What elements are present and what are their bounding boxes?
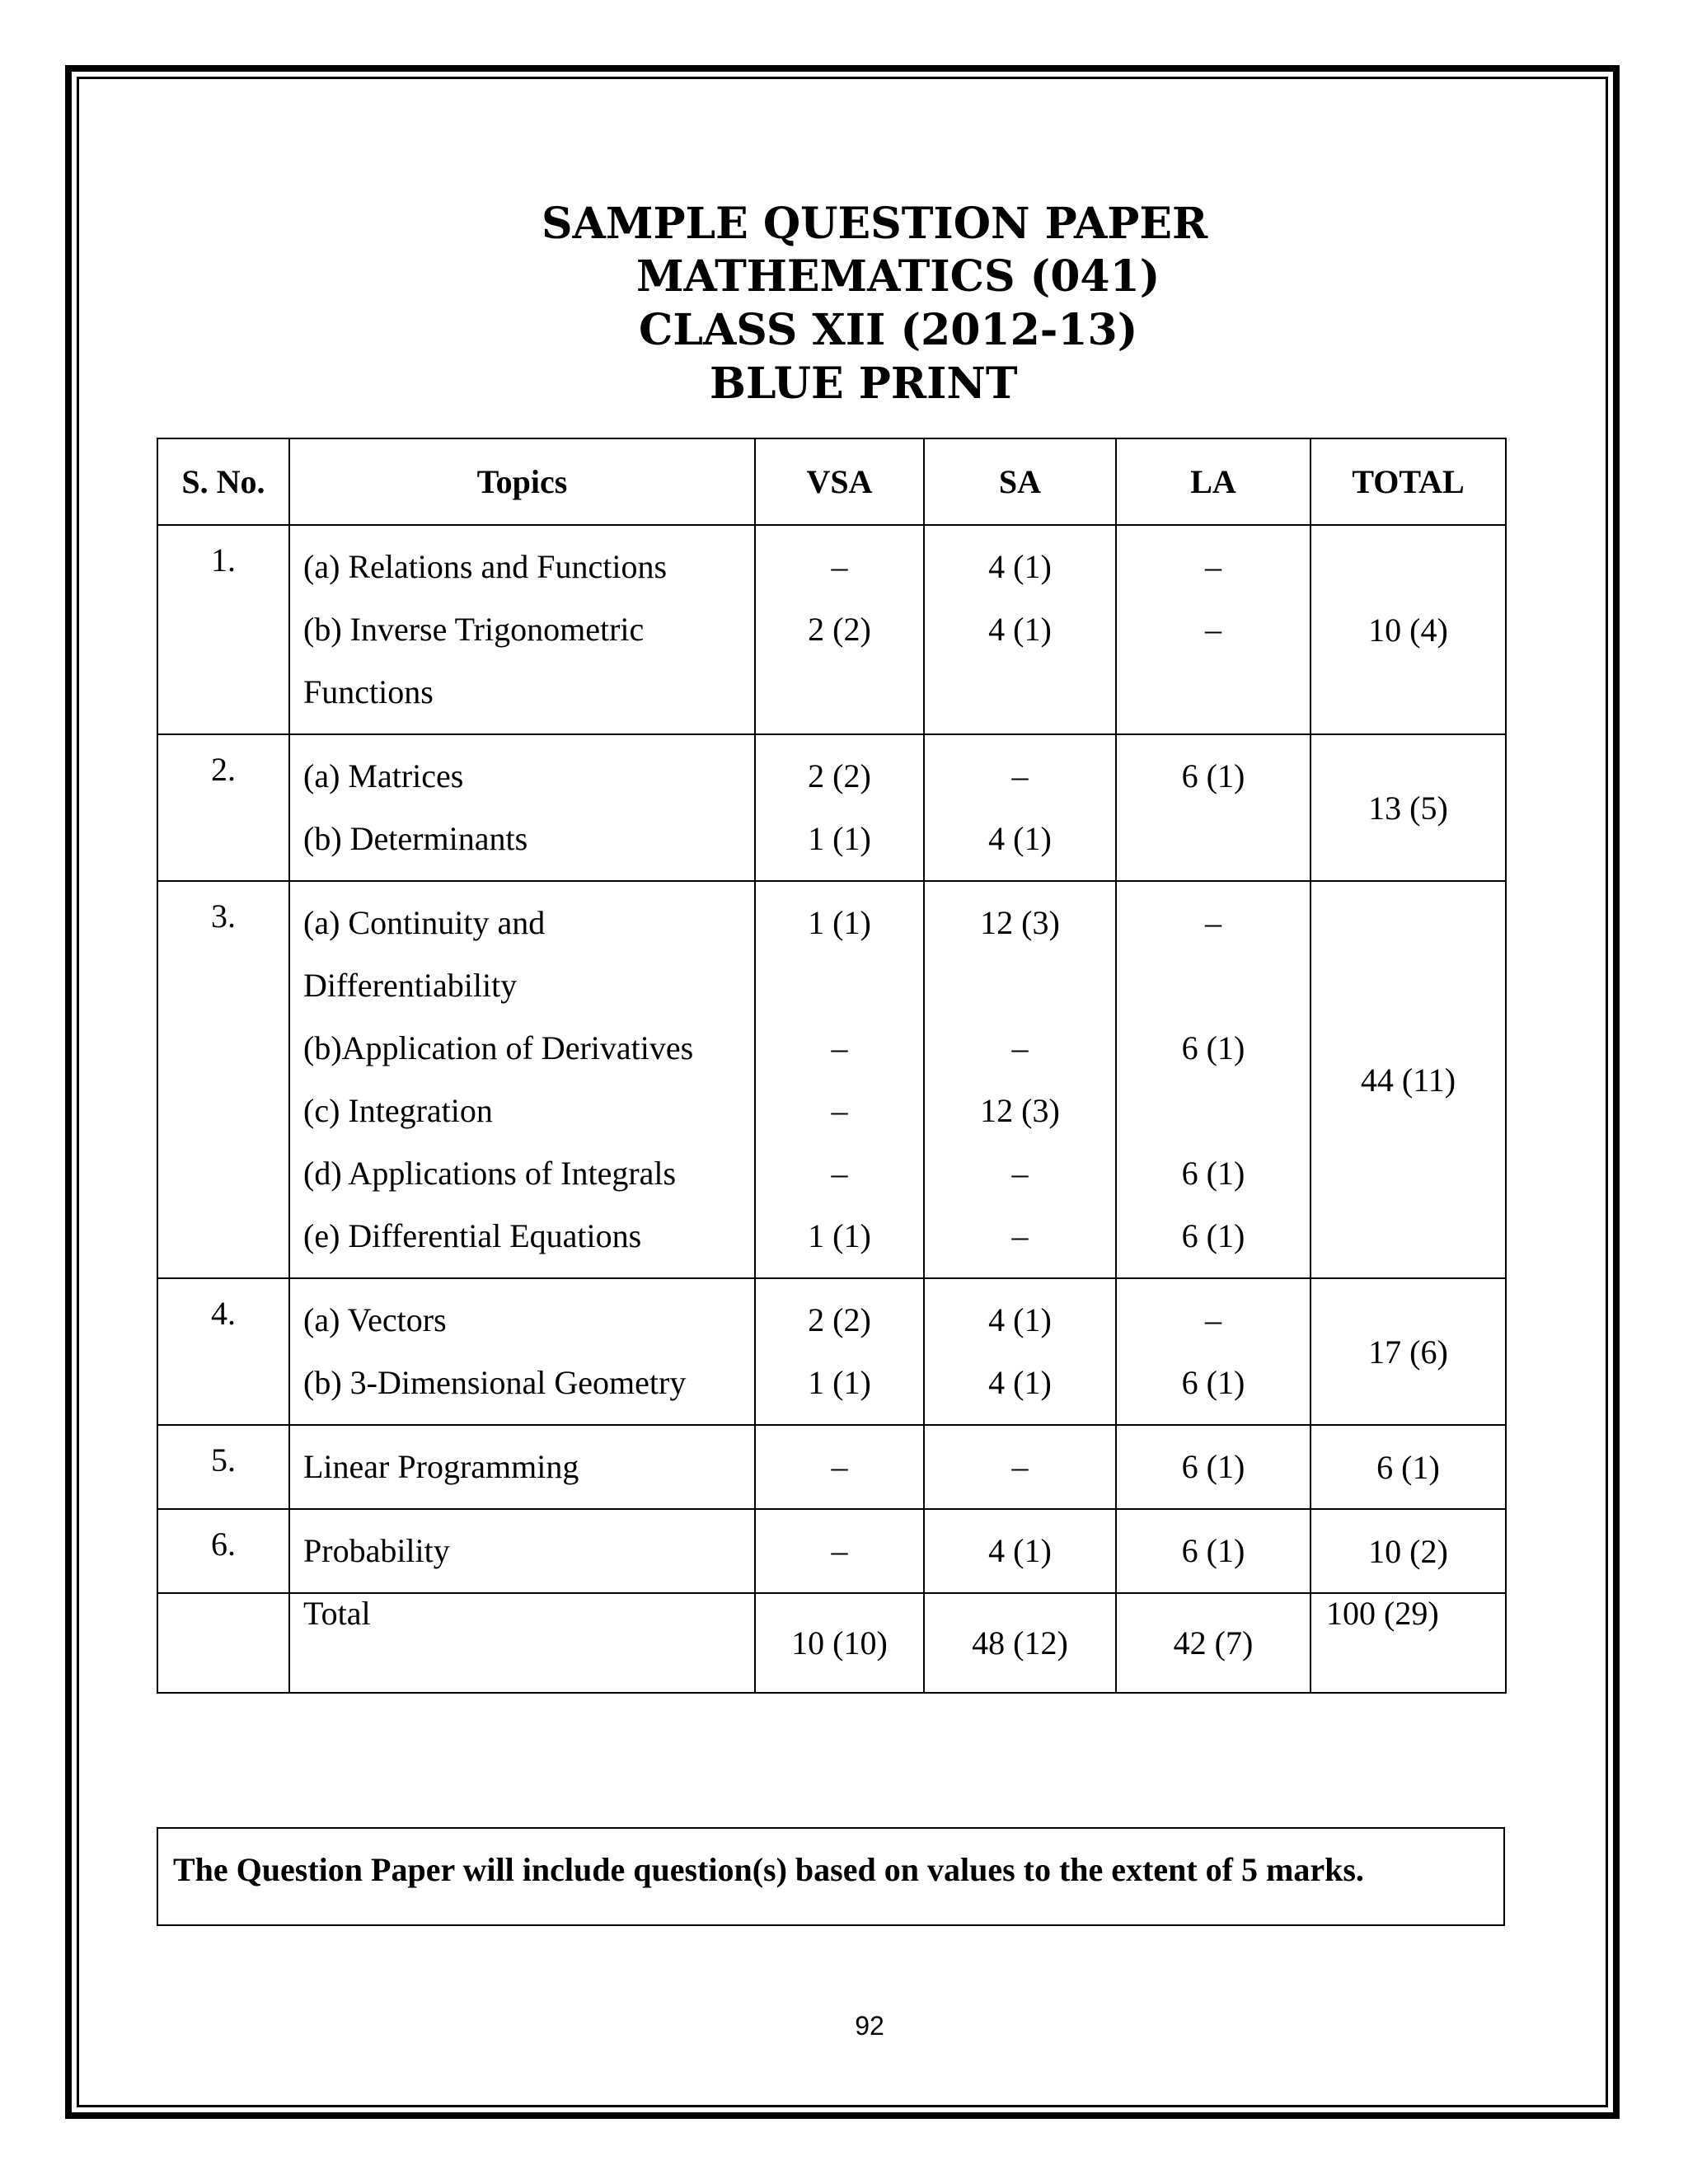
vsa-value: – (831, 1155, 848, 1192)
row-sno: 1. (157, 525, 289, 734)
table-row (157, 1278, 1506, 1425)
row-vsa (755, 1278, 924, 1425)
sa-value: 4 (1) (988, 1364, 1052, 1401)
topic-line: Linear Programming (303, 1448, 579, 1485)
row-la (1116, 1509, 1311, 1593)
row-vsa (755, 1425, 924, 1509)
row-total: 13 (5) (1311, 734, 1506, 881)
topic-line: (b) 3-Dimensional Geometry (303, 1364, 687, 1401)
row-total: 10 (4) (1311, 525, 1506, 734)
vsa-value: 2 (2) (808, 757, 871, 794)
table-row (157, 881, 1506, 1278)
topic-line: Probability (303, 1532, 450, 1569)
sa-value: 12 (3) (980, 904, 1060, 941)
la-value: – (1205, 611, 1221, 648)
la-value: 6 (1) (1181, 1155, 1245, 1192)
topic-line: (b) Inverse Trigonometric (303, 611, 645, 648)
topic-line: (d) Applications of Integrals (303, 1155, 677, 1192)
row-sa (924, 525, 1116, 734)
total-la: 42 (7) (1116, 1593, 1311, 1693)
la-value (1117, 808, 1310, 870)
sa-value: – (1011, 1155, 1029, 1192)
sa-value: 4 (1) (988, 820, 1052, 857)
header-topics: Topics (289, 438, 755, 525)
la-value: – (1205, 548, 1221, 585)
topic-line: Differentiability (303, 967, 518, 1004)
table-row (157, 525, 1506, 734)
total-label: Total (289, 1593, 755, 1693)
row-sno: 5. (157, 1425, 289, 1509)
row-vsa (755, 881, 924, 1278)
la-value: – (1205, 904, 1221, 941)
la-value (1117, 954, 1310, 1017)
row-la (1116, 734, 1311, 881)
vsa-value (756, 661, 923, 724)
row-topics (289, 1509, 755, 1593)
header-la: LA (1116, 438, 1311, 525)
sa-value: – (1011, 1448, 1029, 1485)
sa-value: 4 (1) (988, 1532, 1052, 1569)
row-sno: 3. (157, 881, 289, 1278)
header-sa: SA (924, 438, 1116, 525)
row-la (1116, 1425, 1311, 1509)
row-sno: 2. (157, 734, 289, 881)
topic-line: (b)Application of Derivatives (303, 1029, 694, 1066)
topic-line: Functions (303, 673, 434, 710)
header-sno: S. No. (157, 438, 289, 525)
table-header-row (157, 438, 1506, 525)
vsa-value: 2 (2) (808, 611, 871, 648)
vsa-value: 1 (1) (808, 1364, 871, 1401)
vsa-value: 1 (1) (808, 904, 871, 941)
row-sno: 6. (157, 1509, 289, 1593)
row-vsa (755, 734, 924, 881)
table-row (157, 1425, 1506, 1509)
la-value: 6 (1) (1181, 1217, 1245, 1254)
page-number: 92 (855, 2011, 884, 2041)
sa-value: – (1011, 1029, 1029, 1066)
sa-value: 4 (1) (988, 548, 1052, 585)
topic-line: (e) Differential Equations (303, 1217, 642, 1254)
row-topics (289, 525, 755, 734)
vsa-value: – (831, 1092, 848, 1129)
row-topics (289, 1425, 755, 1509)
blueprint-table (157, 438, 1507, 1694)
row-sa (924, 1509, 1116, 1593)
la-value: 6 (1) (1181, 1364, 1245, 1401)
la-value (1117, 661, 1310, 724)
row-la (1116, 525, 1311, 734)
row-total: 44 (11) (1311, 881, 1506, 1278)
row-sa (924, 734, 1116, 881)
sa-value: 4 (1) (988, 611, 1052, 648)
topic-line: (b) Determinants (303, 820, 528, 857)
row-vsa (755, 1509, 924, 1593)
sa-value: 4 (1) (988, 1301, 1052, 1338)
table-row (157, 734, 1506, 881)
vsa-value: – (831, 1029, 848, 1066)
row-total: 6 (1) (1311, 1425, 1506, 1509)
vsa-value: – (831, 1532, 848, 1569)
sa-value: – (1011, 1217, 1029, 1254)
topic-line: (a) Vectors (303, 1301, 447, 1338)
sa-value: – (1011, 757, 1029, 794)
la-value: 6 (1) (1181, 1448, 1245, 1485)
row-sa (924, 881, 1116, 1278)
subject-title: MATHEMATICS (041) (636, 251, 1160, 302)
sa-value (925, 954, 1115, 1017)
row-sno: 4. (157, 1278, 289, 1425)
vsa-value: 1 (1) (808, 820, 871, 857)
table-total-row (157, 1593, 1506, 1693)
paper-title: SAMPLE QUESTION PAPER (542, 199, 1208, 249)
vsa-value: 1 (1) (808, 1217, 871, 1254)
values-note: The Question Paper will include question(s) based on values to the extent of 5 marks. (157, 1827, 1505, 1926)
row-topics (289, 1278, 755, 1425)
la-value: – (1205, 1301, 1221, 1338)
header-vsa: VSA (755, 438, 924, 525)
grand-total: 100 (29) (1311, 1593, 1506, 1693)
total-vsa: 10 (10) (755, 1593, 924, 1693)
row-topics (289, 734, 755, 881)
table-row (157, 1509, 1506, 1593)
table-body (157, 525, 1506, 1693)
topic-line: (c) Integration (303, 1092, 493, 1129)
row-sa (924, 1425, 1116, 1509)
row-topics (289, 881, 755, 1278)
row-sa (924, 1278, 1116, 1425)
la-value (1117, 1080, 1310, 1142)
row-la (1116, 881, 1311, 1278)
row-total: 10 (2) (1311, 1509, 1506, 1593)
row-vsa (755, 525, 924, 734)
vsa-value (756, 954, 923, 1017)
header-total: TOTAL (1311, 438, 1506, 525)
la-value: 6 (1) (1181, 1029, 1245, 1066)
sa-value (925, 661, 1115, 724)
row-total: 17 (6) (1311, 1278, 1506, 1425)
total-sno (157, 1593, 289, 1693)
vsa-value: 2 (2) (808, 1301, 871, 1338)
vsa-value: – (831, 1448, 848, 1485)
sa-value: 12 (3) (980, 1092, 1060, 1129)
class-title: CLASS XII (2012-13) (639, 305, 1138, 355)
blueprint-title: BLUE PRINT (710, 359, 1018, 409)
total-sa: 48 (12) (924, 1593, 1116, 1693)
la-value: 6 (1) (1181, 757, 1245, 794)
topic-line: (a) Continuity and (303, 904, 546, 941)
topic-line: (a) Matrices (303, 757, 464, 794)
topic-line: (a) Relations and Functions (303, 548, 668, 585)
la-value: 6 (1) (1181, 1532, 1245, 1569)
vsa-value: – (831, 548, 848, 585)
row-la (1116, 1278, 1311, 1425)
